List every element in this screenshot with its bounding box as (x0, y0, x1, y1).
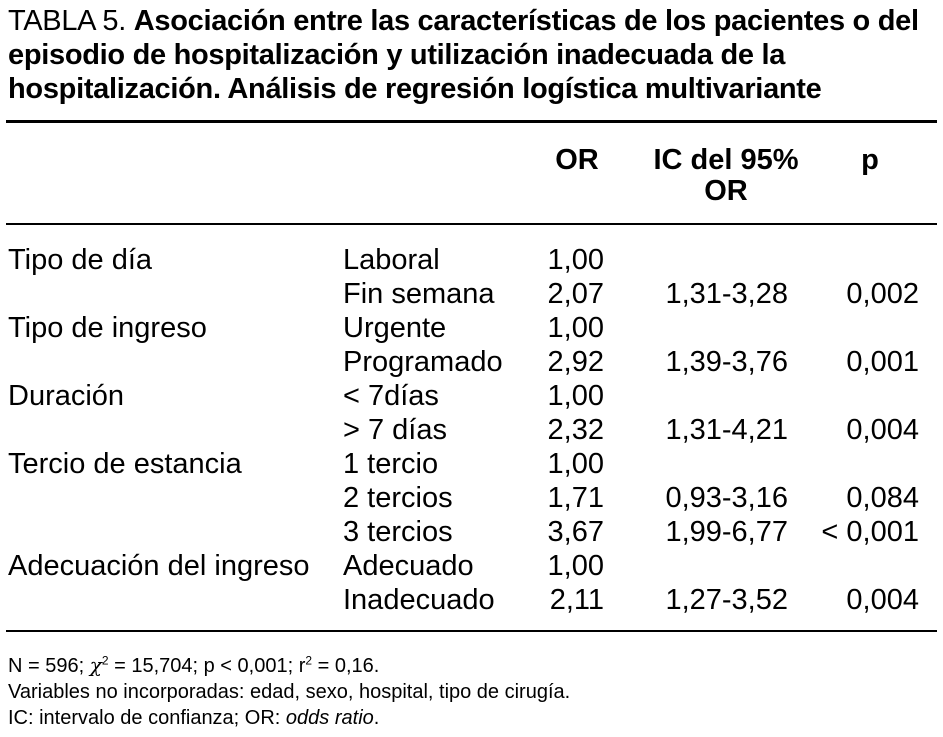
note-statistics (8, 652, 938, 679)
row-p: < 0,001 (821, 516, 919, 548)
row-p: 0,004 (846, 414, 919, 446)
r-superscript: 2 (305, 653, 313, 668)
row-or: 1,71 (547, 482, 604, 514)
note-variables: Variables no incorporadas: edad, sexo, hospital, tipo de cirugía. (8, 681, 571, 703)
row-or: 2,11 (549, 584, 604, 616)
row-variable: Tipo de día (8, 244, 153, 276)
note-odds-ratio: odds ratio (285, 707, 374, 729)
header-ic (636, 145, 816, 207)
table-row (0, 413, 943, 447)
row-category: Inadecuado (343, 584, 495, 616)
table-body (0, 243, 943, 617)
row-variable: Tercio de estancia (8, 448, 242, 480)
bottom-rule (6, 630, 937, 632)
row-or: 1,00 (547, 244, 604, 276)
row-p: 0,004 (846, 584, 919, 616)
row-p: 0,001 (846, 346, 919, 378)
header-ic-line2: OR (704, 175, 748, 207)
table-row (0, 277, 943, 311)
table-title (8, 4, 938, 106)
row-category: Adecuado (343, 550, 474, 582)
table-notes (8, 652, 938, 731)
row-ci: 1,31-3,28 (665, 278, 788, 310)
row-variable: Tipo de ingreso (8, 312, 207, 344)
row-variable: Duración (8, 380, 125, 412)
note-chi-value: = 15,704; p < 0,001; r (108, 655, 306, 677)
table-row (0, 345, 943, 379)
row-ci: 1,39-3,76 (665, 346, 788, 378)
note-r-value: = 0,16. (312, 655, 380, 677)
table-row (0, 583, 943, 617)
row-or: 2,07 (547, 278, 604, 310)
row-or: 1,00 (547, 312, 604, 344)
row-category: 3 tercios (343, 516, 453, 548)
table-row (0, 379, 943, 413)
row-or: 1,00 (547, 380, 604, 412)
row-category: > 7 días (343, 414, 447, 446)
row-or: 2,92 (547, 346, 604, 378)
row-ci: 1,27-3,52 (665, 584, 788, 616)
note-n: N = 596; (8, 655, 90, 677)
chi-superscript: 2 (101, 653, 109, 668)
row-category: < 7días (343, 380, 439, 412)
table-row (0, 243, 943, 277)
row-category: Urgente (343, 312, 447, 344)
row-or: 3,67 (547, 516, 604, 548)
row-ci: 0,93-3,16 (665, 482, 788, 514)
note-abbreviations (8, 705, 938, 731)
note-abbrev-prefix: IC: intervalo de confianza; OR: (8, 707, 286, 729)
row-ci: 1,31-4,21 (665, 414, 788, 446)
row-or: 1,00 (547, 448, 604, 480)
note-abbrev-suffix: . (373, 707, 380, 729)
row-category: Programado (343, 346, 503, 378)
chi-symbol: χ (89, 653, 102, 677)
table-row (0, 311, 943, 345)
top-rule (6, 120, 937, 123)
header-p: p (861, 144, 879, 176)
row-or: 1,00 (547, 550, 604, 582)
table-row (0, 481, 943, 515)
row-or: 2,32 (547, 414, 604, 446)
table-label: TABLA 5. (8, 5, 126, 37)
header-or: OR (555, 144, 599, 176)
row-ci: 1,99-6,77 (665, 516, 788, 548)
table-row (0, 515, 943, 549)
table-row (0, 549, 943, 583)
row-variable: Adecuación del ingreso (8, 550, 310, 582)
header-ic-line1: IC del 95% (653, 144, 799, 176)
row-category: 2 tercios (343, 482, 453, 514)
table-row (0, 447, 943, 481)
header-rule (6, 223, 937, 225)
row-category: Laboral (343, 244, 440, 276)
row-p: 0,084 (846, 482, 919, 514)
table-caption: Asociación entre las características de los pacientes o del episodio de hospitalización y utilización inadecuada de la hospitalización. Análisis de regresión logística multivariante (8, 5, 919, 105)
row-category: Fin semana (343, 278, 495, 310)
row-category: 1 tercio (343, 448, 439, 480)
row-p: 0,002 (846, 278, 919, 310)
